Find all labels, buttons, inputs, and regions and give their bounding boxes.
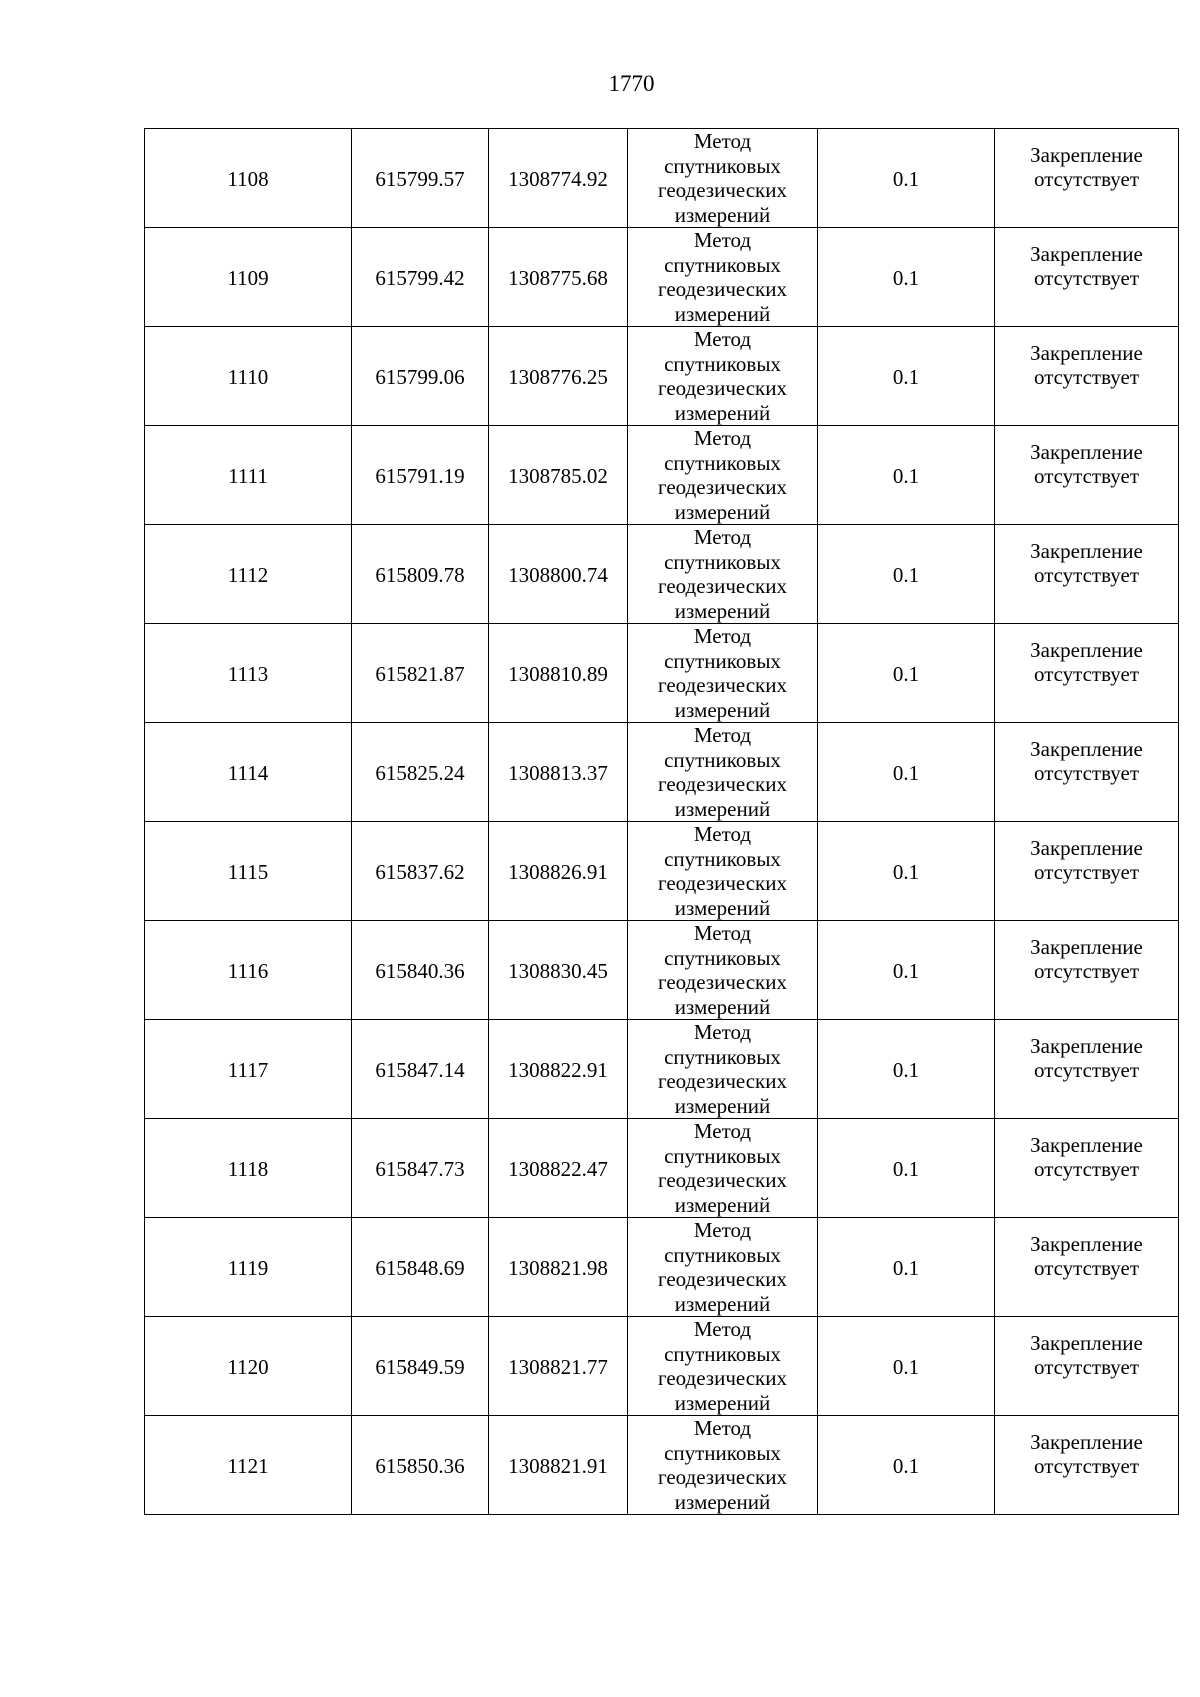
y-coordinate: 1308821.91: [508, 1453, 608, 1478]
method-cell: [628, 624, 818, 723]
y-coordinate: 1308774.92: [508, 166, 608, 191]
method-line: спутниковых: [664, 153, 781, 178]
fixation-line: отсутствует: [1033, 662, 1140, 686]
fixation-line: Закрепление: [1030, 835, 1143, 860]
method-line: геодезических: [657, 673, 787, 697]
accuracy-cell: [818, 1218, 995, 1317]
fixation-text: [995, 1034, 1178, 1083]
table-row: [145, 1317, 1179, 1416]
method-line: Метод: [693, 1119, 752, 1143]
fixation-line: отсутствует: [1033, 1454, 1140, 1478]
accuracy-value: 0.1: [892, 265, 920, 290]
point-number: 1108: [227, 166, 269, 191]
fixation-line: Закрепление: [1030, 934, 1143, 959]
method-line: Метод: [693, 129, 752, 153]
y-coordinate: 1308776.25: [508, 364, 608, 389]
point-number-cell: [145, 1119, 352, 1218]
y-coordinate: 1308821.98: [508, 1255, 608, 1280]
y-coordinate: 1308810.89: [508, 661, 608, 686]
x-coordinate-cell: [352, 525, 489, 624]
point-number-cell: [145, 822, 352, 921]
page-number: 1770: [608, 71, 655, 96]
method-line: геодезических: [657, 1069, 787, 1093]
table-body: [145, 129, 1179, 1515]
accuracy-value: 0.1: [892, 166, 920, 191]
x-coordinate-cell: [352, 1416, 489, 1515]
method-line: Метод: [693, 1218, 752, 1242]
method-line: спутниковых: [664, 1242, 781, 1267]
fixation-line: Закрепление: [1030, 1132, 1143, 1157]
point-number: 1113: [227, 661, 269, 686]
x-coordinate: 615799.42: [375, 265, 465, 290]
fixation-cell: [995, 426, 1179, 525]
method-line: геодезических: [657, 1267, 787, 1291]
fixation-text: [995, 1232, 1178, 1281]
accuracy-value: 0.1: [892, 1156, 920, 1181]
accuracy-cell: [818, 822, 995, 921]
point-number-cell: [145, 723, 352, 822]
fixation-text: [995, 341, 1178, 390]
method-line: спутниковых: [664, 945, 781, 970]
fixation-cell: [995, 1218, 1179, 1317]
fixation-text: [995, 737, 1178, 786]
fixation-line: отсутствует: [1033, 1256, 1140, 1280]
method-line: спутниковых: [664, 1440, 781, 1465]
method-line: спутниковых: [664, 846, 781, 871]
fixation-line: Закрепление: [1030, 637, 1143, 662]
y-coordinate-cell: [489, 921, 628, 1020]
fixation-line: отсутствует: [1033, 1355, 1140, 1379]
point-number: 1115: [227, 859, 269, 884]
x-coordinate-cell: [352, 228, 489, 327]
method-cell: [628, 822, 818, 921]
y-coordinate-cell: [489, 129, 628, 228]
fixation-line: Закрепление: [1030, 439, 1143, 464]
accuracy-value: 0.1: [892, 1255, 920, 1280]
fixation-line: Закрепление: [1030, 241, 1143, 266]
x-coordinate: 615825.24: [375, 760, 465, 785]
x-coordinate: 615847.14: [375, 1057, 465, 1082]
method-line: геодезических: [657, 277, 787, 301]
fixation-cell: [995, 1416, 1179, 1515]
method-line: спутниковых: [664, 648, 781, 673]
fixation-line: отсутствует: [1033, 266, 1140, 290]
method-line: геодезических: [657, 1168, 787, 1192]
fixation-line: отсутствует: [1033, 761, 1140, 785]
point-number-cell: [145, 921, 352, 1020]
y-coordinate: 1308775.68: [508, 265, 608, 290]
method-line: измерений: [674, 1489, 771, 1514]
point-number-cell: [145, 1317, 352, 1416]
x-coordinate-cell: [352, 1020, 489, 1119]
table-row: [145, 1119, 1179, 1218]
x-coordinate-cell: [352, 723, 489, 822]
fixation-text: [995, 242, 1178, 291]
method-line: измерений: [674, 598, 771, 623]
fixation-text: [995, 935, 1178, 984]
fixation-line: Закрепление: [1030, 340, 1143, 365]
method-line: геодезических: [657, 376, 787, 400]
method-line: Метод: [693, 723, 752, 747]
method-cell: [628, 1119, 818, 1218]
table-row: [145, 1218, 1179, 1317]
method-line: спутниковых: [664, 1143, 781, 1168]
y-coordinate-cell: [489, 1317, 628, 1416]
fixation-line: отсутствует: [1033, 563, 1140, 587]
method-line: спутниковых: [664, 549, 781, 574]
point-number-cell: [145, 1218, 352, 1317]
accuracy-cell: [818, 1119, 995, 1218]
x-coordinate: 615799.06: [375, 364, 465, 389]
method-line: геодезических: [657, 871, 787, 895]
method-cell: [628, 525, 818, 624]
point-number-cell: [145, 327, 352, 426]
accuracy-value: 0.1: [892, 364, 920, 389]
y-coordinate-cell: [489, 1218, 628, 1317]
fixation-line: отсутствует: [1033, 959, 1140, 983]
x-coordinate-cell: [352, 1119, 489, 1218]
accuracy-value: 0.1: [892, 562, 920, 587]
method-line: Метод: [693, 921, 752, 945]
y-coordinate: 1308813.37: [508, 760, 608, 785]
table-row: [145, 1020, 1179, 1119]
fixation-line: Закрепление: [1030, 538, 1143, 563]
method-line: Метод: [693, 1020, 752, 1044]
x-coordinate-cell: [352, 426, 489, 525]
method-cell: [628, 1020, 818, 1119]
method-line: спутниковых: [664, 351, 781, 376]
point-number-cell: [145, 525, 352, 624]
fixation-line: Закрепление: [1030, 1033, 1143, 1058]
point-number: 1119: [227, 1255, 269, 1280]
fixation-line: отсутствует: [1033, 167, 1140, 191]
x-coordinate: 615837.62: [375, 859, 465, 884]
method-line: Метод: [693, 822, 752, 846]
x-coordinate: 615809.78: [375, 562, 465, 587]
fixation-text: [995, 1430, 1178, 1479]
x-coordinate: 615848.69: [375, 1255, 465, 1280]
fixation-text: [995, 1331, 1178, 1380]
method-line: геодезических: [657, 1366, 787, 1390]
fixation-line: Закрепление: [1030, 1429, 1143, 1454]
fixation-cell: [995, 1119, 1179, 1218]
table-row: [145, 1416, 1179, 1515]
method-line: Метод: [693, 228, 752, 252]
accuracy-value: 0.1: [892, 1354, 920, 1379]
fixation-line: отсутствует: [1033, 464, 1140, 488]
method-line: Метод: [693, 426, 752, 450]
y-coordinate-cell: [489, 1119, 628, 1218]
point-number: 1118: [227, 1156, 269, 1181]
fixation-line: Закрепление: [1030, 1231, 1143, 1256]
accuracy-cell: [818, 129, 995, 228]
method-cell: [628, 723, 818, 822]
method-line: измерений: [674, 1192, 771, 1217]
method-line: спутниковых: [664, 1341, 781, 1366]
method-line: Метод: [693, 1317, 752, 1341]
x-coordinate-cell: [352, 921, 489, 1020]
accuracy-cell: [818, 426, 995, 525]
table-row: [145, 228, 1179, 327]
point-number: 1120: [227, 1354, 269, 1379]
fixation-text: [995, 836, 1178, 885]
fixation-line: отсутствует: [1033, 365, 1140, 389]
table-row: [145, 822, 1179, 921]
table-row: [145, 129, 1179, 228]
accuracy-value: 0.1: [892, 958, 920, 983]
accuracy-cell: [818, 624, 995, 723]
fixation-cell: [995, 822, 1179, 921]
fixation-cell: [995, 624, 1179, 723]
fixation-cell: [995, 1020, 1179, 1119]
table-row: [145, 921, 1179, 1020]
accuracy-value: 0.1: [892, 859, 920, 884]
method-line: геодезических: [657, 772, 787, 796]
point-number: 1110: [227, 364, 269, 389]
method-line: Метод: [693, 525, 752, 549]
y-coordinate-cell: [489, 327, 628, 426]
y-coordinate-cell: [489, 723, 628, 822]
method-cell: [628, 1317, 818, 1416]
method-line: геодезических: [657, 970, 787, 994]
table-row: [145, 327, 1179, 426]
method-cell: [628, 129, 818, 228]
accuracy-cell: [818, 1020, 995, 1119]
fixation-cell: [995, 1317, 1179, 1416]
point-number-cell: [145, 228, 352, 327]
method-line: измерений: [674, 895, 771, 920]
x-coordinate: 615849.59: [375, 1354, 465, 1379]
method-line: измерений: [674, 994, 771, 1019]
method-cell: [628, 1218, 818, 1317]
y-coordinate-cell: [489, 822, 628, 921]
x-coordinate: 615840.36: [375, 958, 465, 983]
x-coordinate: 615850.36: [375, 1453, 465, 1478]
fixation-line: Закрепление: [1030, 142, 1143, 167]
x-coordinate-cell: [352, 327, 489, 426]
accuracy-value: 0.1: [892, 1453, 920, 1478]
point-number-cell: [145, 1416, 352, 1515]
method-line: измерений: [674, 1390, 771, 1415]
fixation-text: [995, 1133, 1178, 1182]
coordinates-table: [144, 128, 1179, 1515]
x-coordinate-cell: [352, 1317, 489, 1416]
method-line: спутниковых: [664, 252, 781, 277]
fixation-text: [995, 539, 1178, 588]
method-line: Метод: [693, 1416, 752, 1440]
y-coordinate: 1308826.91: [508, 859, 608, 884]
table-row: [145, 723, 1179, 822]
method-cell: [628, 426, 818, 525]
method-line: геодезических: [657, 178, 787, 202]
y-coordinate: 1308821.77: [508, 1354, 608, 1379]
accuracy-cell: [818, 525, 995, 624]
point-number-cell: [145, 426, 352, 525]
y-coordinate: 1308785.02: [508, 463, 608, 488]
point-number-cell: [145, 624, 352, 723]
method-line: измерений: [674, 697, 771, 722]
y-coordinate: 1308800.74: [508, 562, 608, 587]
point-number: 1111: [228, 463, 268, 488]
fixation-line: Закрепление: [1030, 1330, 1143, 1355]
x-coordinate-cell: [352, 129, 489, 228]
y-coordinate-cell: [489, 525, 628, 624]
accuracy-cell: [818, 228, 995, 327]
x-coordinate: 615799.57: [375, 166, 465, 191]
fixation-line: Закрепление: [1030, 736, 1143, 761]
x-coordinate-cell: [352, 624, 489, 723]
fixation-cell: [995, 921, 1179, 1020]
method-line: спутниковых: [664, 747, 781, 772]
method-line: Метод: [693, 327, 752, 351]
accuracy-cell: [818, 921, 995, 1020]
point-number: 1121: [227, 1453, 269, 1478]
point-number-cell: [145, 1020, 352, 1119]
table-row: [145, 426, 1179, 525]
y-coordinate-cell: [489, 1416, 628, 1515]
method-line: измерений: [674, 499, 771, 524]
y-coordinate: 1308822.47: [508, 1156, 608, 1181]
fixation-cell: [995, 723, 1179, 822]
fixation-cell: [995, 525, 1179, 624]
method-line: геодезических: [657, 1465, 787, 1489]
y-coordinate: 1308822.91: [508, 1057, 608, 1082]
method-line: измерений: [674, 400, 771, 425]
table-row: [145, 525, 1179, 624]
fixation-line: отсутствует: [1033, 1058, 1140, 1082]
fixation-text: [995, 638, 1178, 687]
accuracy-value: 0.1: [892, 661, 920, 686]
method-line: измерений: [674, 301, 771, 326]
point-number: 1109: [227, 265, 269, 290]
y-coordinate-cell: [489, 1020, 628, 1119]
point-number: 1114: [227, 760, 269, 785]
fixation-text: [995, 440, 1178, 489]
accuracy-value: 0.1: [892, 1057, 920, 1082]
point-number: 1116: [227, 958, 269, 983]
fixation-line: отсутствует: [1033, 860, 1140, 884]
x-coordinate-cell: [352, 1218, 489, 1317]
method-cell: [628, 327, 818, 426]
accuracy-cell: [818, 1416, 995, 1515]
method-line: измерений: [674, 202, 771, 227]
table-row: [145, 624, 1179, 723]
accuracy-value: 0.1: [892, 463, 920, 488]
point-number: 1117: [227, 1057, 269, 1082]
accuracy-cell: [818, 723, 995, 822]
method-line: спутниковых: [664, 1044, 781, 1069]
fixation-cell: [995, 327, 1179, 426]
method-line: измерений: [674, 1291, 771, 1316]
accuracy-cell: [818, 1317, 995, 1416]
fixation-cell: [995, 228, 1179, 327]
accuracy-value: 0.1: [892, 760, 920, 785]
method-cell: [628, 921, 818, 1020]
y-coordinate-cell: [489, 228, 628, 327]
accuracy-cell: [818, 327, 995, 426]
x-coordinate-cell: [352, 822, 489, 921]
method-line: измерений: [674, 796, 771, 821]
method-cell: [628, 1416, 818, 1515]
x-coordinate: 615791.19: [375, 463, 465, 488]
x-coordinate: 615821.87: [375, 661, 465, 686]
method-cell: [628, 228, 818, 327]
y-coordinate-cell: [489, 624, 628, 723]
x-coordinate: 615847.73: [375, 1156, 465, 1181]
method-line: геодезических: [657, 574, 787, 598]
y-coordinate: 1308830.45: [508, 958, 608, 983]
method-line: Метод: [693, 624, 752, 648]
method-line: измерений: [674, 1093, 771, 1118]
point-number: 1112: [227, 562, 269, 587]
method-line: спутниковых: [664, 450, 781, 475]
fixation-line: отсутствует: [1033, 1157, 1140, 1181]
point-number-cell: [145, 129, 352, 228]
fixation-cell: [995, 129, 1179, 228]
fixation-text: [995, 143, 1178, 192]
y-coordinate-cell: [489, 426, 628, 525]
method-line: геодезических: [657, 475, 787, 499]
